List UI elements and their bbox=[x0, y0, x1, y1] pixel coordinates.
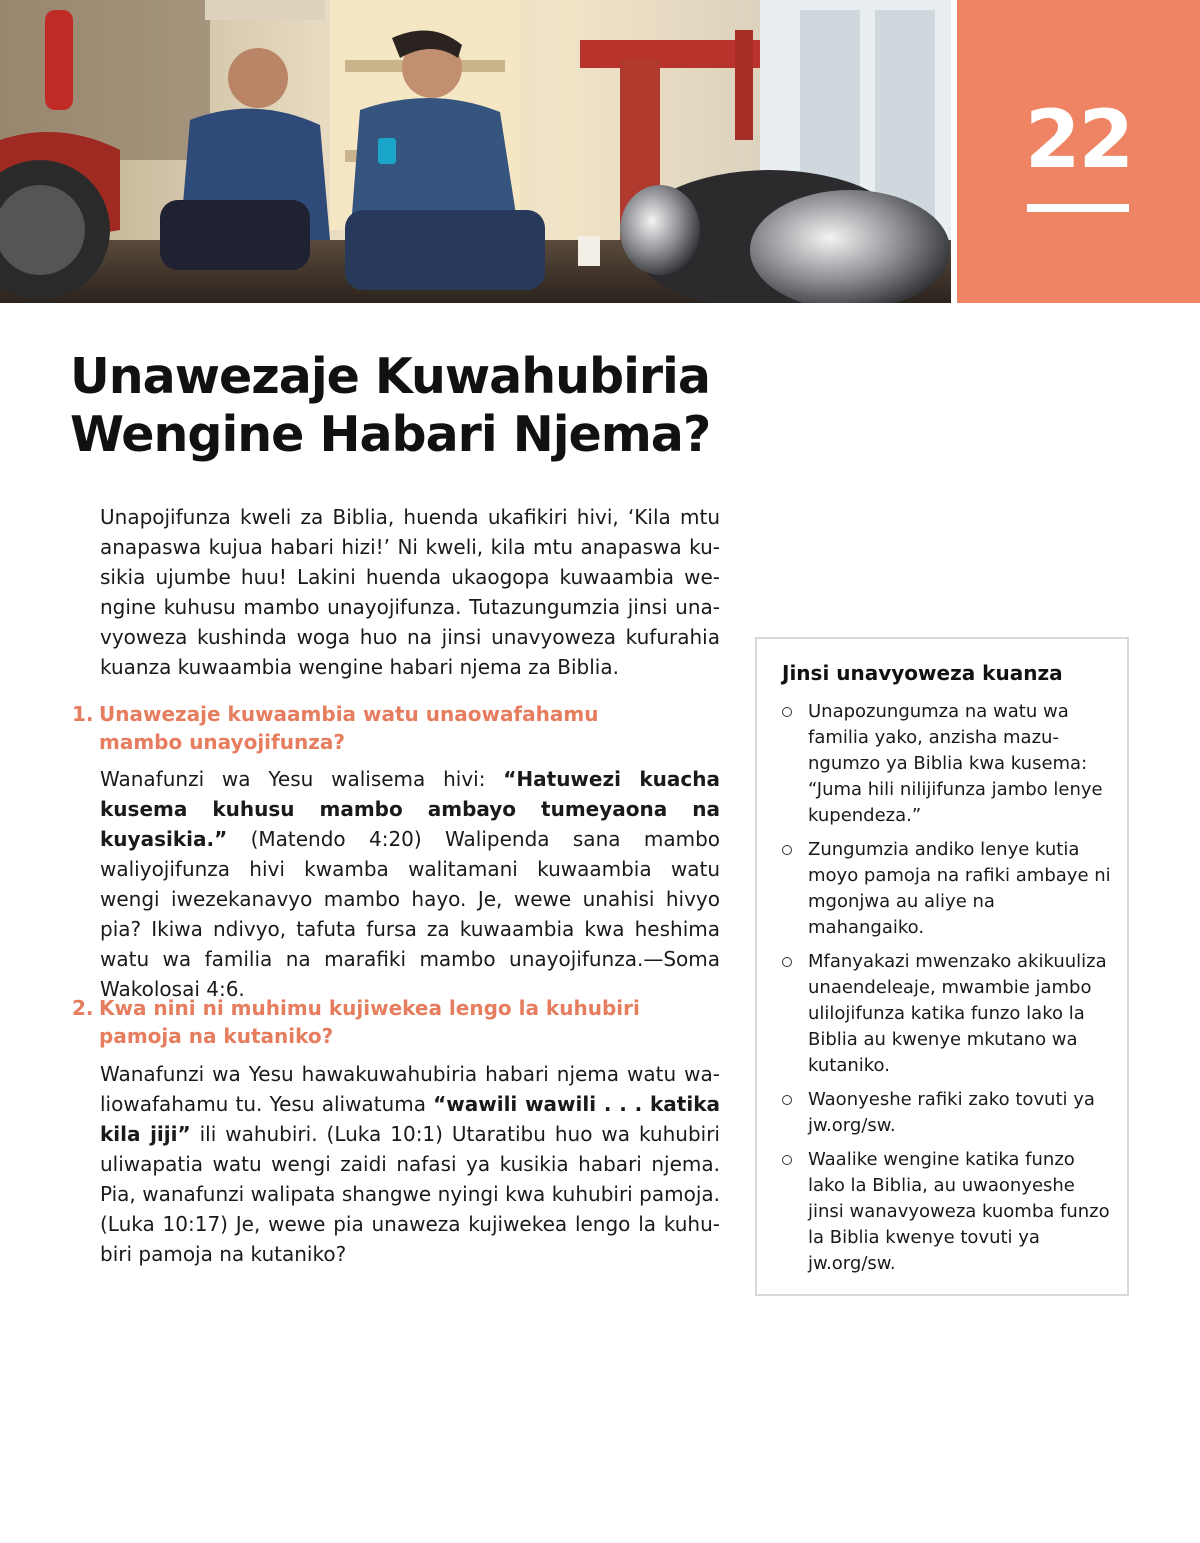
header-photo bbox=[0, 0, 951, 303]
tip-text: Mfanyakazi mwenzako akikuuliza unaendeleaje, mwambie jambo ulilojifunza katika funzo lako la Biblia au kwenye mkutano wa kutaniko. bbox=[808, 951, 1107, 1076]
tip-text: Waonyeshe rafiki zako tovuti ya jw.org/sw. bbox=[808, 1089, 1095, 1136]
question-2-number: 2. bbox=[72, 996, 94, 1020]
intro-paragraph bbox=[100, 502, 720, 682]
answer-1-quote: “Hatuwezi kuacha kusema kuhusu mambo ambayo tumeyaona na kuyasikia.” bbox=[100, 767, 720, 851]
tip-text: Unapozungumza na watu wa familia yako, anzisha mazungumzo ya Biblia kwa kusema: “Juma hili nilijifunza jambo lenye kupendeza.” bbox=[808, 701, 1103, 826]
answer-2-text-after: ili wahubiri. (Luka 10:1) Utaratibu huo wa kuhubiri uliwapatia watu wengi zaidi nafasi ya kusikia habari njema. Pia, wanafunzi walipata shangwe nyingi kwa kuhubiri pamoja. (Luka 10:17) Je, wewe pia unaweza kujiwekea lengo la kuhubiri pamoja na kutaniko? bbox=[100, 1122, 720, 1266]
answer-1-text-before: Wanafunzi wa Yesu walisema hivi: bbox=[100, 767, 504, 791]
answer-2 bbox=[100, 1059, 720, 1269]
tips-list bbox=[782, 699, 1112, 1285]
tip-item bbox=[782, 949, 1112, 1079]
tip-text: Zungumzia andiko lenye kutia moyo pamoja na rafiki ambaye ni mgonjwa au aliye na mahangaiko. bbox=[808, 839, 1111, 938]
intro-text: Unapojifunza kweli za Biblia, huenda ukafikiri hivi, ‘Kila mtu anapaswa kujua habari hizi!’ Ni kweli, kila mtu anapaswa kusikia ujumbe huu! Lakini huenda ukaogopa kuwaambia wengine kuhusu mambo unayojifunza. Tutazungumzia jinsi unavyoweza kushinda woga huo na jinsi unavyoweza kufurahia kuanza kuwaambia wengine habari njema za Biblia. bbox=[100, 505, 720, 679]
answer-1-text-after: (Matendo 4:20) Walipenda sana mambo waliyojifunza hivi kwamba walitamani kuwaambia watu wengi iwezekanavyo mambo hayo. Je, wewe unahisi hivyo pia? Ikiwa ndivyo, tafuta fursa za kuwaambia kwa heshima watu wa familia na marafiki mambo unayojifunza.—Soma Wakolosai 4:6. bbox=[100, 827, 720, 1001]
chapter-rule bbox=[1027, 204, 1129, 212]
question-1-line-1: Unawezaje kuwaambia watu unaowafahamu bbox=[99, 702, 599, 726]
question-1-number: 1. bbox=[72, 702, 94, 726]
tip-item bbox=[782, 837, 1112, 941]
bullet-icon bbox=[782, 707, 792, 717]
page-title bbox=[70, 348, 710, 464]
question-2-line-2: pamoja na kutaniko? bbox=[99, 1024, 334, 1048]
tip-item bbox=[782, 1147, 1112, 1277]
chapter-badge bbox=[957, 0, 1200, 303]
tips-box bbox=[755, 637, 1129, 1296]
answer-1 bbox=[100, 764, 720, 1004]
chapter-number: 22 bbox=[1024, 93, 1133, 186]
title-line-1: Unawezaje Kuwahubiria bbox=[70, 348, 710, 405]
bullet-icon bbox=[782, 1155, 792, 1165]
answer-2-quote: “wawili wawili . . . katika kila jiji” bbox=[100, 1092, 720, 1146]
answer-2-text-before: Wanafunzi wa Yesu hawakuwahubiria habari njema watu waliowafahamu tu. Yesu aliwatuma bbox=[100, 1062, 720, 1116]
question-2-line-1: Kwa nini ni muhimu kujiwekea lengo la kuhubiri bbox=[99, 996, 640, 1020]
tip-item bbox=[782, 699, 1112, 829]
bullet-icon bbox=[782, 957, 792, 967]
question-2 bbox=[72, 994, 672, 1050]
bullet-icon bbox=[782, 845, 792, 855]
tip-item bbox=[782, 1087, 1112, 1139]
question-1-line-2: mambo unayojifunza? bbox=[99, 730, 345, 754]
bullet-icon bbox=[782, 1095, 792, 1105]
question-1 bbox=[72, 700, 672, 756]
tips-heading: Jinsi unavyoweza kuanza bbox=[782, 661, 1063, 685]
title-line-2: Wengine Habari Njema? bbox=[70, 406, 711, 463]
tip-text: Waalike wengine katika funzo lako la Biblia, au uwaonyeshe jinsi wanavyoweza kuomba funzo la Biblia kwenye tovuti ya jw.org/sw. bbox=[808, 1149, 1110, 1274]
